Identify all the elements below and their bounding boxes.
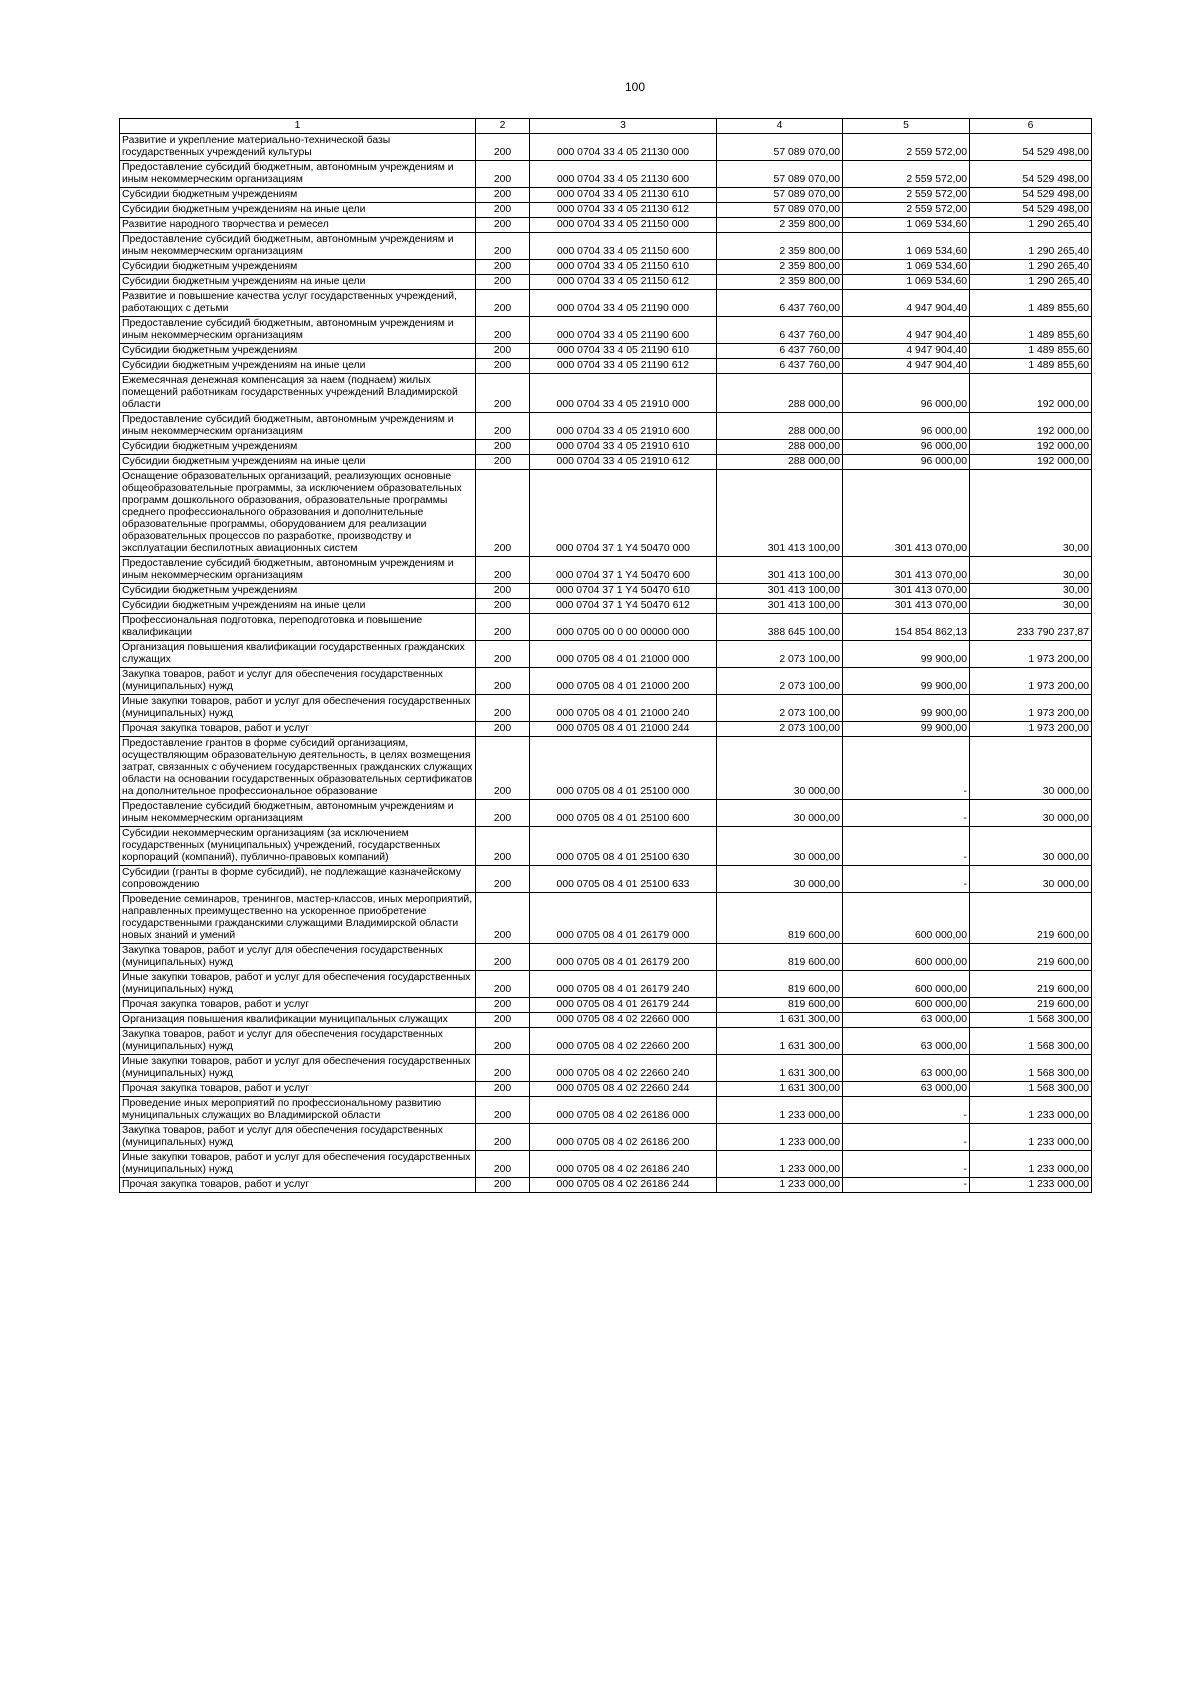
table-row	[120, 800, 1092, 827]
row-approved-amount-cell: 1 631 300,00	[717, 1055, 843, 1082]
row-name-cell: Прочая закупка товаров, работ и услуг	[120, 1178, 476, 1193]
row-approved-amount-cell: 1 233 000,00	[717, 1151, 843, 1178]
row-name-cell: Прочая закупка товаров, работ и услуг	[120, 722, 476, 737]
row-admin-code-cell: 200	[476, 557, 530, 584]
row-unexecuted-amount-cell: 192 000,00	[970, 374, 1092, 413]
row-approved-amount-cell: 819 600,00	[717, 971, 843, 998]
row-budget-code-cell: 000 0705 08 4 01 26179 000	[530, 893, 717, 944]
row-unexecuted-amount-cell: 1 489 855,60	[970, 290, 1092, 317]
row-admin-code-cell: 200	[476, 1178, 530, 1193]
table-row	[120, 374, 1092, 413]
table-row	[120, 1055, 1092, 1082]
row-approved-amount-cell: 2 359 800,00	[717, 218, 843, 233]
row-admin-code-cell: 200	[476, 944, 530, 971]
table-row	[120, 1178, 1092, 1193]
row-executed-amount-cell: 301 413 070,00	[843, 470, 970, 557]
row-budget-code-cell: 000 0704 33 4 05 21130 612	[530, 203, 717, 218]
row-admin-code-cell: 200	[476, 260, 530, 275]
row-executed-amount-cell: -	[843, 737, 970, 800]
row-admin-code-cell: 200	[476, 134, 530, 161]
row-budget-code-cell: 000 0704 33 4 05 21190 610	[530, 344, 717, 359]
row-admin-code-cell: 200	[476, 1028, 530, 1055]
row-approved-amount-cell: 2 073 100,00	[717, 641, 843, 668]
row-executed-amount-cell: 301 413 070,00	[843, 599, 970, 614]
row-name-cell: Предоставление субсидий бюджетным, автономным учреждениям и иным некоммерческим организациям	[120, 800, 476, 827]
row-admin-code-cell: 200	[476, 599, 530, 614]
row-budget-code-cell: 000 0704 37 1 Y4 50470 000	[530, 470, 717, 557]
row-budget-code-cell: 000 0705 08 4 02 22660 240	[530, 1055, 717, 1082]
table-row	[120, 1082, 1092, 1097]
table-row	[120, 695, 1092, 722]
row-approved-amount-cell: 30 000,00	[717, 827, 843, 866]
row-admin-code-cell: 200	[476, 344, 530, 359]
row-budget-code-cell: 000 0705 08 4 01 26179 200	[530, 944, 717, 971]
row-approved-amount-cell: 30 000,00	[717, 866, 843, 893]
row-name-cell: Субсидии бюджетным учреждениям	[120, 188, 476, 203]
row-budget-code-cell: 000 0704 33 4 05 21910 612	[530, 455, 717, 470]
row-name-cell: Иные закупки товаров, работ и услуг для обеспечения государственных (муниципальных) нужд	[120, 971, 476, 998]
row-unexecuted-amount-cell: 1 489 855,60	[970, 344, 1092, 359]
table-row	[120, 1124, 1092, 1151]
row-budget-code-cell: 000 0705 00 0 00 00000 000	[530, 614, 717, 641]
page-number: 100	[624, 80, 646, 94]
row-approved-amount-cell: 57 089 070,00	[717, 161, 843, 188]
row-executed-amount-cell: 99 900,00	[843, 641, 970, 668]
row-executed-amount-cell: 2 559 572,00	[843, 134, 970, 161]
row-budget-code-cell: 000 0704 37 1 Y4 50470 612	[530, 599, 717, 614]
row-unexecuted-amount-cell: 30,00	[970, 584, 1092, 599]
table-row	[120, 218, 1092, 233]
row-executed-amount-cell: 4 947 904,40	[843, 344, 970, 359]
row-approved-amount-cell: 1 233 000,00	[717, 1124, 843, 1151]
row-budget-code-cell: 000 0704 33 4 05 21150 000	[530, 218, 717, 233]
row-budget-code-cell: 000 0704 33 4 05 21190 612	[530, 359, 717, 374]
table-row	[120, 866, 1092, 893]
row-name-cell: Ежемесячная денежная компенсация за наем (поднаем) жилых помещений работникам государственных учреждений Владимирской области	[120, 374, 476, 413]
row-unexecuted-amount-cell: 1 233 000,00	[970, 1178, 1092, 1193]
row-name-cell: Субсидии (гранты в форме субсидий), не подлежащие казначейскому сопровождению	[120, 866, 476, 893]
table-row	[120, 599, 1092, 614]
row-unexecuted-amount-cell: 30,00	[970, 470, 1092, 557]
row-approved-amount-cell: 819 600,00	[717, 944, 843, 971]
row-name-cell: Иные закупки товаров, работ и услуг для обеспечения государственных (муниципальных) нужд	[120, 1151, 476, 1178]
row-executed-amount-cell: 4 947 904,40	[843, 290, 970, 317]
row-admin-code-cell: 200	[476, 218, 530, 233]
row-admin-code-cell: 200	[476, 584, 530, 599]
row-executed-amount-cell: -	[843, 1124, 970, 1151]
row-executed-amount-cell: 600 000,00	[843, 893, 970, 944]
row-executed-amount-cell: -	[843, 827, 970, 866]
row-admin-code-cell: 200	[476, 275, 530, 290]
row-executed-amount-cell: 2 559 572,00	[843, 161, 970, 188]
row-admin-code-cell: 200	[476, 722, 530, 737]
row-approved-amount-cell: 6 437 760,00	[717, 359, 843, 374]
header-row	[120, 119, 1092, 134]
row-admin-code-cell: 200	[476, 971, 530, 998]
row-unexecuted-amount-cell: 1 973 200,00	[970, 641, 1092, 668]
row-executed-amount-cell: 1 069 534,60	[843, 218, 970, 233]
row-unexecuted-amount-cell: 1 290 265,40	[970, 260, 1092, 275]
row-admin-code-cell: 200	[476, 161, 530, 188]
column-header: 5	[843, 119, 970, 134]
row-budget-code-cell: 000 0705 08 4 02 26186 244	[530, 1178, 717, 1193]
table-row	[120, 998, 1092, 1013]
table-row	[120, 641, 1092, 668]
row-name-cell: Развитие народного творчества и ремесел	[120, 218, 476, 233]
row-admin-code-cell: 200	[476, 233, 530, 260]
row-unexecuted-amount-cell: 1 489 855,60	[970, 359, 1092, 374]
row-unexecuted-amount-cell: 30,00	[970, 557, 1092, 584]
row-admin-code-cell: 200	[476, 455, 530, 470]
table-row	[120, 827, 1092, 866]
row-executed-amount-cell: 1 069 534,60	[843, 275, 970, 290]
row-name-cell: Закупка товаров, работ и услуг для обеспечения государственных (муниципальных) нужд	[120, 1028, 476, 1055]
row-approved-amount-cell: 6 437 760,00	[717, 290, 843, 317]
row-name-cell: Прочая закупка товаров, работ и услуг	[120, 1082, 476, 1097]
row-unexecuted-amount-cell: 30 000,00	[970, 866, 1092, 893]
row-name-cell: Закупка товаров, работ и услуг для обеспечения государственных (муниципальных) нужд	[120, 668, 476, 695]
table-row	[120, 1028, 1092, 1055]
row-unexecuted-amount-cell: 219 600,00	[970, 998, 1092, 1013]
row-executed-amount-cell: 63 000,00	[843, 1028, 970, 1055]
row-approved-amount-cell: 819 600,00	[717, 893, 843, 944]
row-unexecuted-amount-cell: 30 000,00	[970, 827, 1092, 866]
row-executed-amount-cell: 600 000,00	[843, 971, 970, 998]
table-row	[120, 359, 1092, 374]
table-row	[120, 134, 1092, 161]
row-approved-amount-cell: 2 359 800,00	[717, 275, 843, 290]
row-approved-amount-cell: 301 413 100,00	[717, 557, 843, 584]
row-name-cell: Предоставление грантов в форме субсидий организациям, осуществляющим образовательную деятельность, в целях возмещения затрат, связанных с обучением государственных гражданских служащих области на основании государственных образовательных сертификатов на дополнительное профессиональное образование	[120, 737, 476, 800]
row-admin-code-cell: 200	[476, 374, 530, 413]
row-name-cell: Субсидии бюджетным учреждениям на иные цели	[120, 359, 476, 374]
row-approved-amount-cell: 288 000,00	[717, 440, 843, 455]
table-row	[120, 233, 1092, 260]
row-executed-amount-cell: 1 069 534,60	[843, 233, 970, 260]
row-admin-code-cell: 200	[476, 188, 530, 203]
row-budget-code-cell: 000 0704 33 4 05 21150 610	[530, 260, 717, 275]
row-admin-code-cell: 200	[476, 695, 530, 722]
row-budget-code-cell: 000 0704 37 1 Y4 50470 610	[530, 584, 717, 599]
table-body	[120, 134, 1092, 1193]
row-unexecuted-amount-cell: 1 568 300,00	[970, 1082, 1092, 1097]
row-admin-code-cell: 200	[476, 290, 530, 317]
table-row	[120, 944, 1092, 971]
row-name-cell: Прочая закупка товаров, работ и услуг	[120, 998, 476, 1013]
row-unexecuted-amount-cell: 30 000,00	[970, 737, 1092, 800]
row-unexecuted-amount-cell: 54 529 498,00	[970, 134, 1092, 161]
row-executed-amount-cell: -	[843, 1151, 970, 1178]
row-budget-code-cell: 000 0705 08 4 01 25100 000	[530, 737, 717, 800]
table-row	[120, 470, 1092, 557]
row-admin-code-cell: 200	[476, 893, 530, 944]
table-row	[120, 971, 1092, 998]
row-budget-code-cell: 000 0704 33 4 05 21910 600	[530, 413, 717, 440]
row-executed-amount-cell: 99 900,00	[843, 695, 970, 722]
row-approved-amount-cell: 2 073 100,00	[717, 695, 843, 722]
row-approved-amount-cell: 301 413 100,00	[717, 470, 843, 557]
row-executed-amount-cell: 2 559 572,00	[843, 203, 970, 218]
row-admin-code-cell: 200	[476, 1082, 530, 1097]
table-row	[120, 260, 1092, 275]
row-name-cell: Субсидии некоммерческим организациям (за исключением государственных (муниципальных) учреждений, государственных корпораций (компаний), публично-правовых компаний)	[120, 827, 476, 866]
row-approved-amount-cell: 1 631 300,00	[717, 1082, 843, 1097]
row-admin-code-cell: 200	[476, 1097, 530, 1124]
row-name-cell: Иные закупки товаров, работ и услуг для обеспечения государственных (муниципальных) нужд	[120, 1055, 476, 1082]
table-row	[120, 1013, 1092, 1028]
row-approved-amount-cell: 1 631 300,00	[717, 1028, 843, 1055]
row-unexecuted-amount-cell: 1 568 300,00	[970, 1055, 1092, 1082]
row-executed-amount-cell: 63 000,00	[843, 1082, 970, 1097]
row-unexecuted-amount-cell: 1 973 200,00	[970, 668, 1092, 695]
row-admin-code-cell: 200	[476, 1055, 530, 1082]
row-name-cell: Предоставление субсидий бюджетным, автономным учреждениям и иным некоммерческим организациям	[120, 233, 476, 260]
row-name-cell: Организация повышения квалификации муниципальных служащих	[120, 1013, 476, 1028]
row-admin-code-cell: 200	[476, 614, 530, 641]
row-approved-amount-cell: 2 073 100,00	[717, 668, 843, 695]
row-name-cell: Предоставление субсидий бюджетным, автономным учреждениям и иным некоммерческим организациям	[120, 413, 476, 440]
row-approved-amount-cell: 1 233 000,00	[717, 1178, 843, 1193]
row-unexecuted-amount-cell: 219 600,00	[970, 971, 1092, 998]
table-row	[120, 317, 1092, 344]
table-row	[120, 290, 1092, 317]
row-executed-amount-cell: -	[843, 866, 970, 893]
row-admin-code-cell: 200	[476, 998, 530, 1013]
column-header: 4	[717, 119, 843, 134]
row-budget-code-cell: 000 0705 08 4 02 26186 200	[530, 1124, 717, 1151]
row-budget-code-cell: 000 0705 08 4 02 26186 240	[530, 1151, 717, 1178]
row-budget-code-cell: 000 0704 33 4 05 21910 610	[530, 440, 717, 455]
row-unexecuted-amount-cell: 1 233 000,00	[970, 1124, 1092, 1151]
row-unexecuted-amount-cell: 1 290 265,40	[970, 233, 1092, 260]
row-executed-amount-cell: 2 559 572,00	[843, 188, 970, 203]
table-row	[120, 440, 1092, 455]
row-unexecuted-amount-cell: 1 233 000,00	[970, 1097, 1092, 1124]
row-executed-amount-cell: 301 413 070,00	[843, 557, 970, 584]
row-executed-amount-cell: 99 900,00	[843, 668, 970, 695]
row-executed-amount-cell: 96 000,00	[843, 374, 970, 413]
row-executed-amount-cell: 96 000,00	[843, 440, 970, 455]
row-admin-code-cell: 200	[476, 1013, 530, 1028]
row-approved-amount-cell: 1 631 300,00	[717, 1013, 843, 1028]
row-admin-code-cell: 200	[476, 866, 530, 893]
column-header: 6	[970, 119, 1092, 134]
row-admin-code-cell: 200	[476, 359, 530, 374]
row-name-cell: Субсидии бюджетным учреждениям	[120, 584, 476, 599]
row-admin-code-cell: 200	[476, 737, 530, 800]
row-unexecuted-amount-cell: 54 529 498,00	[970, 203, 1092, 218]
row-admin-code-cell: 200	[476, 470, 530, 557]
row-budget-code-cell: 000 0705 08 4 01 25100 600	[530, 800, 717, 827]
row-unexecuted-amount-cell: 54 529 498,00	[970, 161, 1092, 188]
row-executed-amount-cell: -	[843, 1097, 970, 1124]
row-unexecuted-amount-cell: 1 290 265,40	[970, 275, 1092, 290]
row-unexecuted-amount-cell: 219 600,00	[970, 893, 1092, 944]
row-unexecuted-amount-cell: 1 489 855,60	[970, 317, 1092, 344]
row-budget-code-cell: 000 0705 08 4 02 22660 000	[530, 1013, 717, 1028]
row-approved-amount-cell: 288 000,00	[717, 374, 843, 413]
row-budget-code-cell: 000 0704 33 4 05 21130 600	[530, 161, 717, 188]
row-name-cell: Закупка товаров, работ и услуг для обеспечения государственных (муниципальных) нужд	[120, 944, 476, 971]
row-executed-amount-cell: 1 069 534,60	[843, 260, 970, 275]
row-executed-amount-cell: 154 854 862,13	[843, 614, 970, 641]
row-budget-code-cell: 000 0704 33 4 05 21910 000	[530, 374, 717, 413]
row-budget-code-cell: 000 0705 08 4 02 22660 244	[530, 1082, 717, 1097]
row-name-cell: Закупка товаров, работ и услуг для обеспечения государственных (муниципальных) нужд	[120, 1124, 476, 1151]
table-row	[120, 344, 1092, 359]
table-row	[120, 722, 1092, 737]
row-name-cell: Субсидии бюджетным учреждениям	[120, 344, 476, 359]
row-unexecuted-amount-cell: 1 568 300,00	[970, 1028, 1092, 1055]
row-executed-amount-cell: 4 947 904,40	[843, 359, 970, 374]
row-name-cell: Развитие и повышение качества услуг государственных учреждений, работающих с детьми	[120, 290, 476, 317]
row-budget-code-cell: 000 0705 08 4 01 26179 240	[530, 971, 717, 998]
row-unexecuted-amount-cell: 192 000,00	[970, 413, 1092, 440]
row-unexecuted-amount-cell: 30 000,00	[970, 800, 1092, 827]
row-name-cell: Субсидии бюджетным учреждениям на иные цели	[120, 455, 476, 470]
row-name-cell: Предоставление субсидий бюджетным, автономным учреждениям и иным некоммерческим организациям	[120, 161, 476, 188]
row-unexecuted-amount-cell: 192 000,00	[970, 455, 1092, 470]
row-approved-amount-cell: 288 000,00	[717, 455, 843, 470]
row-admin-code-cell: 200	[476, 1151, 530, 1178]
row-executed-amount-cell: 63 000,00	[843, 1013, 970, 1028]
row-admin-code-cell: 200	[476, 827, 530, 866]
row-budget-code-cell: 000 0705 08 4 01 21000 240	[530, 695, 717, 722]
table-row	[120, 188, 1092, 203]
row-admin-code-cell: 200	[476, 203, 530, 218]
row-approved-amount-cell: 6 437 760,00	[717, 317, 843, 344]
row-name-cell: Субсидии бюджетным учреждениям	[120, 440, 476, 455]
row-name-cell: Предоставление субсидий бюджетным, автономным учреждениям и иным некоммерческим организациям	[120, 557, 476, 584]
row-name-cell: Субсидии бюджетным учреждениям на иные цели	[120, 275, 476, 290]
row-executed-amount-cell: 96 000,00	[843, 455, 970, 470]
row-name-cell: Субсидии бюджетным учреждениям	[120, 260, 476, 275]
row-name-cell: Субсидии бюджетным учреждениям на иные цели	[120, 599, 476, 614]
row-executed-amount-cell: 99 900,00	[843, 722, 970, 737]
row-budget-code-cell: 000 0705 08 4 01 21000 000	[530, 641, 717, 668]
row-unexecuted-amount-cell: 1 290 265,40	[970, 218, 1092, 233]
table-row	[120, 614, 1092, 641]
row-unexecuted-amount-cell: 233 790 237,87	[970, 614, 1092, 641]
row-budget-code-cell: 000 0705 08 4 01 25100 633	[530, 866, 717, 893]
row-approved-amount-cell: 6 437 760,00	[717, 344, 843, 359]
row-unexecuted-amount-cell: 219 600,00	[970, 944, 1092, 971]
row-unexecuted-amount-cell: 1 568 300,00	[970, 1013, 1092, 1028]
row-approved-amount-cell: 57 089 070,00	[717, 203, 843, 218]
row-unexecuted-amount-cell: 54 529 498,00	[970, 188, 1092, 203]
row-name-cell: Профессиональная подготовка, переподготовка и повышение квалификации	[120, 614, 476, 641]
row-approved-amount-cell: 288 000,00	[717, 413, 843, 440]
row-executed-amount-cell: -	[843, 800, 970, 827]
row-name-cell: Организация повышения квалификации государственных гражданских служащих	[120, 641, 476, 668]
table-row	[120, 275, 1092, 290]
row-admin-code-cell: 200	[476, 641, 530, 668]
table-row	[120, 1097, 1092, 1124]
row-admin-code-cell: 200	[476, 1124, 530, 1151]
row-budget-code-cell: 000 0704 33 4 05 21190 000	[530, 290, 717, 317]
table-row	[120, 1151, 1092, 1178]
row-unexecuted-amount-cell: 30,00	[970, 599, 1092, 614]
row-budget-code-cell: 000 0705 08 4 01 25100 630	[530, 827, 717, 866]
row-budget-code-cell: 000 0705 08 4 01 21000 244	[530, 722, 717, 737]
row-approved-amount-cell: 301 413 100,00	[717, 599, 843, 614]
row-approved-amount-cell: 301 413 100,00	[717, 584, 843, 599]
row-budget-code-cell: 000 0704 33 4 05 21130 610	[530, 188, 717, 203]
row-admin-code-cell: 200	[476, 440, 530, 455]
row-approved-amount-cell: 2 359 800,00	[717, 233, 843, 260]
row-executed-amount-cell: 600 000,00	[843, 944, 970, 971]
row-unexecuted-amount-cell: 1 233 000,00	[970, 1151, 1092, 1178]
row-admin-code-cell: 200	[476, 317, 530, 344]
row-approved-amount-cell: 819 600,00	[717, 998, 843, 1013]
column-header: 1	[120, 119, 476, 134]
row-budget-code-cell: 000 0704 33 4 05 21150 612	[530, 275, 717, 290]
column-header: 2	[476, 119, 530, 134]
row-executed-amount-cell: 4 947 904,40	[843, 317, 970, 344]
row-executed-amount-cell: 600 000,00	[843, 998, 970, 1013]
row-name-cell: Развитие и укрепление материально-технической базы государственных учреждений культуры	[120, 134, 476, 161]
table-row	[120, 455, 1092, 470]
table-row	[120, 161, 1092, 188]
table-row	[120, 737, 1092, 800]
row-executed-amount-cell: 63 000,00	[843, 1055, 970, 1082]
column-header: 3	[530, 119, 717, 134]
row-budget-code-cell: 000 0704 37 1 Y4 50470 600	[530, 557, 717, 584]
row-budget-code-cell: 000 0705 08 4 01 21000 200	[530, 668, 717, 695]
row-approved-amount-cell: 30 000,00	[717, 800, 843, 827]
row-budget-code-cell: 000 0705 08 4 02 22660 200	[530, 1028, 717, 1055]
row-budget-code-cell: 000 0705 08 4 02 26186 000	[530, 1097, 717, 1124]
row-budget-code-cell: 000 0705 08 4 01 26179 244	[530, 998, 717, 1013]
row-approved-amount-cell: 2 073 100,00	[717, 722, 843, 737]
table-row	[120, 413, 1092, 440]
row-executed-amount-cell: -	[843, 1178, 970, 1193]
table-row	[120, 557, 1092, 584]
table-row	[120, 893, 1092, 944]
table-row	[120, 203, 1092, 218]
row-name-cell: Проведение иных мероприятий по профессиональному развитию муниципальных служащих во Владимирской области	[120, 1097, 476, 1124]
budget-table	[119, 118, 1092, 1193]
row-approved-amount-cell: 30 000,00	[717, 737, 843, 800]
row-approved-amount-cell: 1 233 000,00	[717, 1097, 843, 1124]
table-row	[120, 584, 1092, 599]
row-name-cell: Проведение семинаров, тренингов, мастер-классов, иных мероприятий, направленных преимущественно на ускоренное приобретение государственными гражданскими служащими Владимирской области новых знаний и умений	[120, 893, 476, 944]
row-admin-code-cell: 200	[476, 668, 530, 695]
row-name-cell: Предоставление субсидий бюджетным, автономным учреждениям и иным некоммерческим организациям	[120, 317, 476, 344]
row-name-cell: Иные закупки товаров, работ и услуг для обеспечения государственных (муниципальных) нужд	[120, 695, 476, 722]
row-name-cell: Оснащение образовательных организаций, реализующих основные общеобразовательные программы, за исключением образовательных программ дошкольного образования, образовательные программы среднего профессионального образования и дополнительные образовательные программы, оборудованием для реализации образовательных процессов по разработке, производству и эксплуатации беспилотных авиационных систем	[120, 470, 476, 557]
table-row	[120, 668, 1092, 695]
row-budget-code-cell: 000 0704 33 4 05 21150 600	[530, 233, 717, 260]
row-budget-code-cell: 000 0704 33 4 05 21190 600	[530, 317, 717, 344]
row-unexecuted-amount-cell: 1 973 200,00	[970, 722, 1092, 737]
row-name-cell: Субсидии бюджетным учреждениям на иные цели	[120, 203, 476, 218]
row-budget-code-cell: 000 0704 33 4 05 21130 000	[530, 134, 717, 161]
row-approved-amount-cell: 388 645 100,00	[717, 614, 843, 641]
row-admin-code-cell: 200	[476, 413, 530, 440]
row-executed-amount-cell: 96 000,00	[843, 413, 970, 440]
row-unexecuted-amount-cell: 192 000,00	[970, 440, 1092, 455]
row-executed-amount-cell: 301 413 070,00	[843, 584, 970, 599]
row-approved-amount-cell: 2 359 800,00	[717, 260, 843, 275]
row-approved-amount-cell: 57 089 070,00	[717, 188, 843, 203]
row-admin-code-cell: 200	[476, 800, 530, 827]
row-unexecuted-amount-cell: 1 973 200,00	[970, 695, 1092, 722]
row-approved-amount-cell: 57 089 070,00	[717, 134, 843, 161]
